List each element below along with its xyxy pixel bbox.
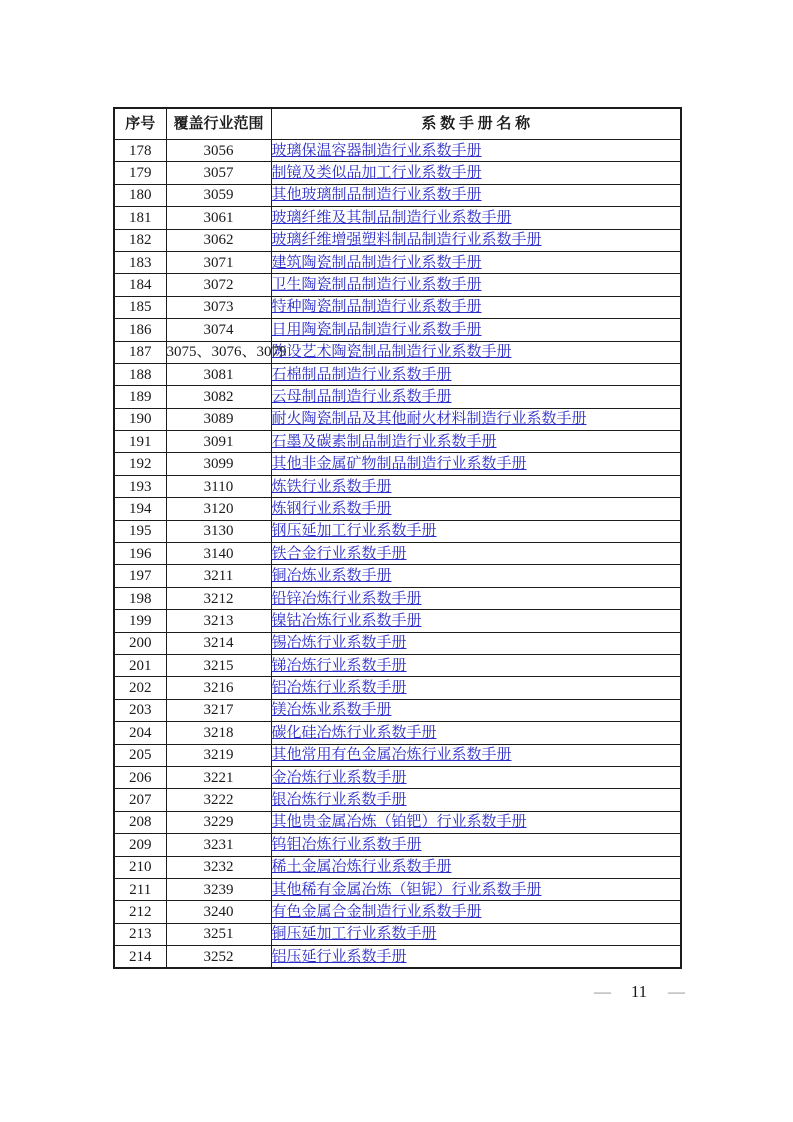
manual-link[interactable]: 耐火陶瓷制品及其他耐火材料制造行业系数手册 bbox=[271, 411, 587, 428]
row-industry-codes: 3239 bbox=[166, 878, 271, 900]
manual-link[interactable]: 铜压延加工行业系数手册 bbox=[271, 926, 437, 943]
table-row bbox=[114, 140, 681, 162]
row-serial-number: 214 bbox=[114, 946, 166, 969]
manual-link[interactable]: 铜冶炼业系数手册 bbox=[271, 568, 392, 585]
manual-link[interactable]: 钢压延加工行业系数手册 bbox=[271, 523, 437, 540]
row-manual-name-cell bbox=[271, 207, 681, 229]
manual-link[interactable]: 其他常用有色金属冶炼行业系数手册 bbox=[271, 747, 512, 764]
header-manual-name: 系 数 手 册 名 称 bbox=[271, 108, 681, 140]
row-serial-number: 199 bbox=[114, 610, 166, 632]
row-serial-number: 190 bbox=[114, 408, 166, 430]
row-manual-name-cell bbox=[271, 453, 681, 475]
row-manual-name-cell bbox=[271, 162, 681, 184]
row-industry-codes: 3232 bbox=[166, 856, 271, 878]
row-industry-codes: 3059 bbox=[166, 184, 271, 206]
row-industry-codes: 3075、3076、3079 bbox=[166, 341, 271, 363]
table-header-row bbox=[114, 108, 681, 140]
row-serial-number: 192 bbox=[114, 453, 166, 475]
manual-link[interactable]: 稀土金属冶炼行业系数手册 bbox=[271, 859, 452, 876]
row-serial-number: 187 bbox=[114, 341, 166, 363]
table-row bbox=[114, 184, 681, 206]
row-industry-codes: 3211 bbox=[166, 565, 271, 587]
row-industry-codes: 3130 bbox=[166, 520, 271, 542]
table-row bbox=[114, 453, 681, 475]
table-row bbox=[114, 632, 681, 654]
row-industry-codes: 3074 bbox=[166, 319, 271, 341]
row-industry-codes: 3214 bbox=[166, 632, 271, 654]
table-row bbox=[114, 274, 681, 296]
manual-link[interactable]: 玻璃纤维增强塑料制品制造行业系数手册 bbox=[271, 232, 542, 249]
row-serial-number: 184 bbox=[114, 274, 166, 296]
row-manual-name-cell bbox=[271, 543, 681, 565]
table-row bbox=[114, 587, 681, 609]
row-industry-codes: 3212 bbox=[166, 587, 271, 609]
row-industry-codes: 3222 bbox=[166, 789, 271, 811]
manual-link[interactable]: 其他玻璃制品制造行业系数手册 bbox=[271, 187, 482, 204]
manual-link[interactable]: 铁合金行业系数手册 bbox=[271, 545, 407, 562]
manual-link[interactable]: 其他非金属矿物制品制造行业系数手册 bbox=[271, 456, 527, 473]
row-serial-number: 194 bbox=[114, 498, 166, 520]
manual-link[interactable]: 其他稀有金属冶炼（钽铌）行业系数手册 bbox=[271, 881, 542, 898]
row-manual-name-cell bbox=[271, 699, 681, 721]
row-serial-number: 209 bbox=[114, 834, 166, 856]
row-manual-name-cell bbox=[271, 587, 681, 609]
row-serial-number: 186 bbox=[114, 319, 166, 341]
table-row bbox=[114, 207, 681, 229]
row-serial-number: 189 bbox=[114, 386, 166, 408]
table-row bbox=[114, 766, 681, 788]
row-industry-codes: 3216 bbox=[166, 677, 271, 699]
table-row bbox=[114, 923, 681, 945]
table-row bbox=[114, 610, 681, 632]
table-row bbox=[114, 363, 681, 385]
row-industry-codes: 3221 bbox=[166, 766, 271, 788]
row-serial-number: 197 bbox=[114, 565, 166, 587]
row-industry-codes: 3251 bbox=[166, 923, 271, 945]
table-row bbox=[114, 677, 681, 699]
table-row bbox=[114, 946, 681, 969]
table-row bbox=[114, 901, 681, 923]
manual-link[interactable]: 玻璃保温容器制造行业系数手册 bbox=[271, 142, 482, 159]
table-row bbox=[114, 878, 681, 900]
row-serial-number: 185 bbox=[114, 296, 166, 318]
manual-link[interactable]: 云母制品制造行业系数手册 bbox=[271, 388, 452, 405]
row-industry-codes: 3057 bbox=[166, 162, 271, 184]
row-serial-number: 195 bbox=[114, 520, 166, 542]
row-industry-codes: 3120 bbox=[166, 498, 271, 520]
row-industry-codes: 3071 bbox=[166, 251, 271, 273]
table-row bbox=[114, 408, 681, 430]
table-row bbox=[114, 319, 681, 341]
row-serial-number: 210 bbox=[114, 856, 166, 878]
manual-link[interactable]: 碳化硅冶炼行业系数手册 bbox=[271, 724, 437, 741]
coefficient-manual-table bbox=[113, 107, 682, 969]
row-manual-name-cell bbox=[271, 677, 681, 699]
row-industry-codes: 3062 bbox=[166, 229, 271, 251]
row-serial-number: 180 bbox=[114, 184, 166, 206]
manual-link[interactable]: 铝压延行业系数手册 bbox=[271, 948, 407, 965]
table-row bbox=[114, 251, 681, 273]
row-serial-number: 206 bbox=[114, 766, 166, 788]
row-serial-number: 181 bbox=[114, 207, 166, 229]
row-manual-name-cell bbox=[271, 811, 681, 833]
manual-link[interactable]: 铅锌冶炼行业系数手册 bbox=[271, 590, 422, 607]
manual-link[interactable]: 石棉制品制造行业系数手册 bbox=[271, 366, 452, 383]
manual-link[interactable]: 锡冶炼行业系数手册 bbox=[271, 635, 407, 652]
manual-link[interactable]: 炼铁行业系数手册 bbox=[271, 478, 392, 495]
row-manual-name-cell bbox=[271, 610, 681, 632]
table-row bbox=[114, 744, 681, 766]
table-row bbox=[114, 475, 681, 497]
row-serial-number: 182 bbox=[114, 229, 166, 251]
table-row bbox=[114, 722, 681, 744]
table-row bbox=[114, 296, 681, 318]
table-row bbox=[114, 654, 681, 676]
row-manual-name-cell bbox=[271, 946, 681, 969]
row-serial-number: 179 bbox=[114, 162, 166, 184]
row-industry-codes: 3213 bbox=[166, 610, 271, 632]
row-manual-name-cell bbox=[271, 923, 681, 945]
row-manual-name-cell bbox=[271, 632, 681, 654]
row-industry-codes: 3219 bbox=[166, 744, 271, 766]
row-serial-number: 203 bbox=[114, 699, 166, 721]
row-serial-number: 212 bbox=[114, 901, 166, 923]
row-industry-codes: 3215 bbox=[166, 654, 271, 676]
manual-link[interactable]: 钨钼冶炼行业系数手册 bbox=[271, 836, 422, 853]
manual-link[interactable]: 铝冶炼行业系数手册 bbox=[271, 680, 407, 697]
table-row bbox=[114, 341, 681, 363]
row-manual-name-cell bbox=[271, 229, 681, 251]
row-serial-number: 205 bbox=[114, 744, 166, 766]
row-serial-number: 208 bbox=[114, 811, 166, 833]
row-manual-name-cell bbox=[271, 363, 681, 385]
manual-link[interactable]: 陈设艺术陶瓷制品制造行业系数手册 bbox=[271, 344, 512, 361]
row-manual-name-cell bbox=[271, 319, 681, 341]
header-serial-number: 序号 bbox=[114, 108, 166, 140]
row-industry-codes: 3140 bbox=[166, 543, 271, 565]
row-serial-number: 196 bbox=[114, 543, 166, 565]
row-serial-number: 188 bbox=[114, 363, 166, 385]
table-row bbox=[114, 811, 681, 833]
row-manual-name-cell bbox=[271, 834, 681, 856]
row-serial-number: 200 bbox=[114, 632, 166, 654]
footer-dash-left: — bbox=[594, 982, 610, 1001]
row-manual-name-cell bbox=[271, 140, 681, 162]
row-industry-codes: 3229 bbox=[166, 811, 271, 833]
table-row bbox=[114, 229, 681, 251]
table-row bbox=[114, 520, 681, 542]
row-serial-number: 183 bbox=[114, 251, 166, 273]
row-manual-name-cell bbox=[271, 878, 681, 900]
row-industry-codes: 3110 bbox=[166, 475, 271, 497]
row-manual-name-cell bbox=[271, 766, 681, 788]
manual-link[interactable]: 炼钢行业系数手册 bbox=[271, 500, 392, 517]
table-row bbox=[114, 834, 681, 856]
row-manual-name-cell bbox=[271, 498, 681, 520]
row-industry-codes: 3056 bbox=[166, 140, 271, 162]
row-manual-name-cell bbox=[271, 431, 681, 453]
row-industry-codes: 3252 bbox=[166, 946, 271, 969]
row-industry-codes: 3217 bbox=[166, 699, 271, 721]
manual-link[interactable]: 卫生陶瓷制品制造行业系数手册 bbox=[271, 277, 482, 294]
row-manual-name-cell bbox=[271, 789, 681, 811]
row-manual-name-cell bbox=[271, 565, 681, 587]
table-row bbox=[114, 856, 681, 878]
manual-link[interactable]: 银冶炼行业系数手册 bbox=[271, 792, 407, 809]
page-number: 11 bbox=[630, 982, 648, 1001]
row-serial-number: 191 bbox=[114, 431, 166, 453]
manual-link[interactable]: 石墨及碳素制品制造行业系数手册 bbox=[271, 433, 497, 450]
row-industry-codes: 3218 bbox=[166, 722, 271, 744]
row-manual-name-cell bbox=[271, 475, 681, 497]
row-serial-number: 207 bbox=[114, 789, 166, 811]
row-industry-codes: 3061 bbox=[166, 207, 271, 229]
row-serial-number: 213 bbox=[114, 923, 166, 945]
row-manual-name-cell bbox=[271, 274, 681, 296]
manual-link[interactable]: 镁冶炼业系数手册 bbox=[271, 702, 392, 719]
footer-dash-right: — bbox=[668, 982, 684, 1001]
row-industry-codes: 3072 bbox=[166, 274, 271, 296]
manual-link[interactable]: 金冶炼行业系数手册 bbox=[271, 769, 407, 786]
row-serial-number: 211 bbox=[114, 878, 166, 900]
row-manual-name-cell bbox=[271, 341, 681, 363]
row-manual-name-cell bbox=[271, 251, 681, 273]
row-serial-number: 178 bbox=[114, 140, 166, 162]
manual-table-body bbox=[114, 140, 681, 969]
row-manual-name-cell bbox=[271, 184, 681, 206]
row-industry-codes: 3240 bbox=[166, 901, 271, 923]
table-row bbox=[114, 431, 681, 453]
row-manual-name-cell bbox=[271, 296, 681, 318]
manual-link[interactable]: 锑冶炼行业系数手册 bbox=[271, 657, 407, 674]
row-serial-number: 198 bbox=[114, 587, 166, 609]
row-industry-codes: 3089 bbox=[166, 408, 271, 430]
table-row bbox=[114, 699, 681, 721]
page-footer bbox=[594, 982, 684, 1002]
manual-link[interactable]: 制镜及类似品加工行业系数手册 bbox=[271, 165, 482, 182]
manual-link[interactable]: 日用陶瓷制品制造行业系数手册 bbox=[271, 321, 482, 338]
row-manual-name-cell bbox=[271, 654, 681, 676]
table-row bbox=[114, 789, 681, 811]
row-manual-name-cell bbox=[271, 856, 681, 878]
row-serial-number: 204 bbox=[114, 722, 166, 744]
row-manual-name-cell bbox=[271, 386, 681, 408]
table-row bbox=[114, 162, 681, 184]
manual-link[interactable]: 有色金属合金制造行业系数手册 bbox=[271, 903, 482, 920]
row-manual-name-cell bbox=[271, 408, 681, 430]
manual-link[interactable]: 特种陶瓷制品制造行业系数手册 bbox=[271, 299, 482, 316]
row-manual-name-cell bbox=[271, 722, 681, 744]
manual-link[interactable]: 建筑陶瓷制品制造行业系数手册 bbox=[271, 254, 482, 271]
table-row bbox=[114, 386, 681, 408]
row-manual-name-cell bbox=[271, 744, 681, 766]
header-industry-scope: 覆盖行业范围 bbox=[166, 108, 271, 140]
row-industry-codes: 3099 bbox=[166, 453, 271, 475]
table-row bbox=[114, 565, 681, 587]
row-serial-number: 193 bbox=[114, 475, 166, 497]
row-industry-codes: 3073 bbox=[166, 296, 271, 318]
table-row bbox=[114, 543, 681, 565]
row-industry-codes: 3091 bbox=[166, 431, 271, 453]
row-serial-number: 201 bbox=[114, 654, 166, 676]
manual-link[interactable]: 其他贵金属冶炼（铂钯）行业系数手册 bbox=[271, 814, 527, 831]
row-manual-name-cell bbox=[271, 520, 681, 542]
row-industry-codes: 3231 bbox=[166, 834, 271, 856]
row-industry-codes: 3081 bbox=[166, 363, 271, 385]
row-industry-codes: 3082 bbox=[166, 386, 271, 408]
manual-link[interactable]: 玻璃纤维及其制品制造行业系数手册 bbox=[271, 209, 512, 226]
table-row bbox=[114, 498, 681, 520]
row-serial-number: 202 bbox=[114, 677, 166, 699]
manual-link[interactable]: 镍钴冶炼行业系数手册 bbox=[271, 612, 422, 629]
row-manual-name-cell bbox=[271, 901, 681, 923]
